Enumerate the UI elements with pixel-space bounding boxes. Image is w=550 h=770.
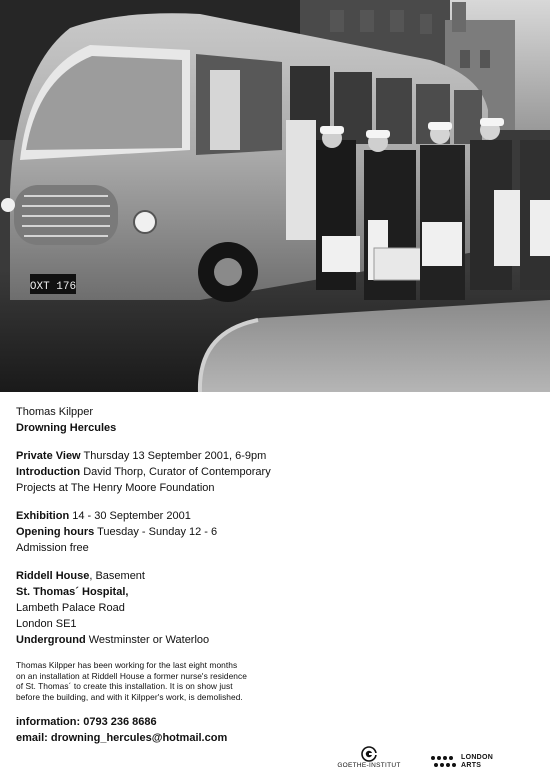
exhibition-label: Exhibition	[16, 510, 70, 522]
exhibition-title: Drowning Hercules	[16, 422, 117, 434]
london-arts-line-2: ARTS	[461, 762, 482, 769]
opening-hours-value: Tuesday - Sunday 12 - 6	[97, 526, 218, 538]
description-line: Thomas Kilpper has been working for the last eight months	[16, 660, 238, 670]
description-line: on an installation at Riddell House a former nurse's residence	[16, 670, 247, 681]
invitation-text	[16, 404, 536, 746]
introduction-label: Introduction	[16, 466, 81, 478]
private-view-value: Thursday 13 September 2001, 6-9pm	[83, 450, 267, 462]
venue-line-2: St. Thomas´ Hospital,	[16, 586, 129, 598]
exhibition-dates	[16, 508, 536, 524]
venue-line-4: London SE1	[16, 618, 77, 630]
london-arts-icon	[430, 755, 458, 769]
introduction-line-2: Projects at The Henry Moore Foundation	[16, 482, 215, 494]
underground-label: Underground	[16, 634, 86, 646]
venue-line-1	[16, 568, 536, 584]
introduction	[16, 464, 536, 480]
goethe-institut-text: GOETHE-INSTITUT	[337, 762, 401, 769]
venue-line-3: Lambeth Palace Road	[16, 602, 125, 614]
admission: Admission free	[16, 542, 89, 554]
information-phone[interactable]: 0793 236 8686	[83, 716, 157, 729]
email-label: email:	[16, 732, 48, 745]
opening-hours	[16, 524, 536, 540]
goethe-institut-icon	[361, 746, 377, 762]
private-view-label: Private View	[16, 450, 81, 462]
private-view	[16, 448, 536, 464]
london-arts-line-1: LONDON	[461, 754, 494, 761]
email-address[interactable]: drowning_hercules@hotmail.com	[50, 732, 228, 745]
license-plate: OXT 176	[29, 281, 77, 293]
description-line: before the building, and with it Kilpper's work, is demolished.	[16, 691, 243, 702]
sponsor-logos	[0, 740, 550, 770]
venue-suffix: , Basement	[89, 570, 145, 582]
information-label: information:	[16, 716, 81, 729]
underground-value: Westminster or Waterloo	[88, 634, 210, 646]
opening-hours-label: Opening hours	[16, 526, 95, 538]
underground	[16, 632, 536, 648]
introduction-value: David Thorp, Curator of Contemporary	[83, 466, 271, 478]
artist-name: Thomas Kilpper	[16, 406, 94, 418]
information-line	[16, 714, 536, 730]
venue-name: Riddell House	[16, 570, 90, 582]
goethe-institut-logo	[334, 746, 404, 769]
exhibition-value: 14 - 30 September 2001	[72, 510, 191, 522]
london-arts-text	[461, 754, 493, 770]
description-line: of St. Thomas´ to create this installation. It is on show just	[16, 681, 233, 692]
